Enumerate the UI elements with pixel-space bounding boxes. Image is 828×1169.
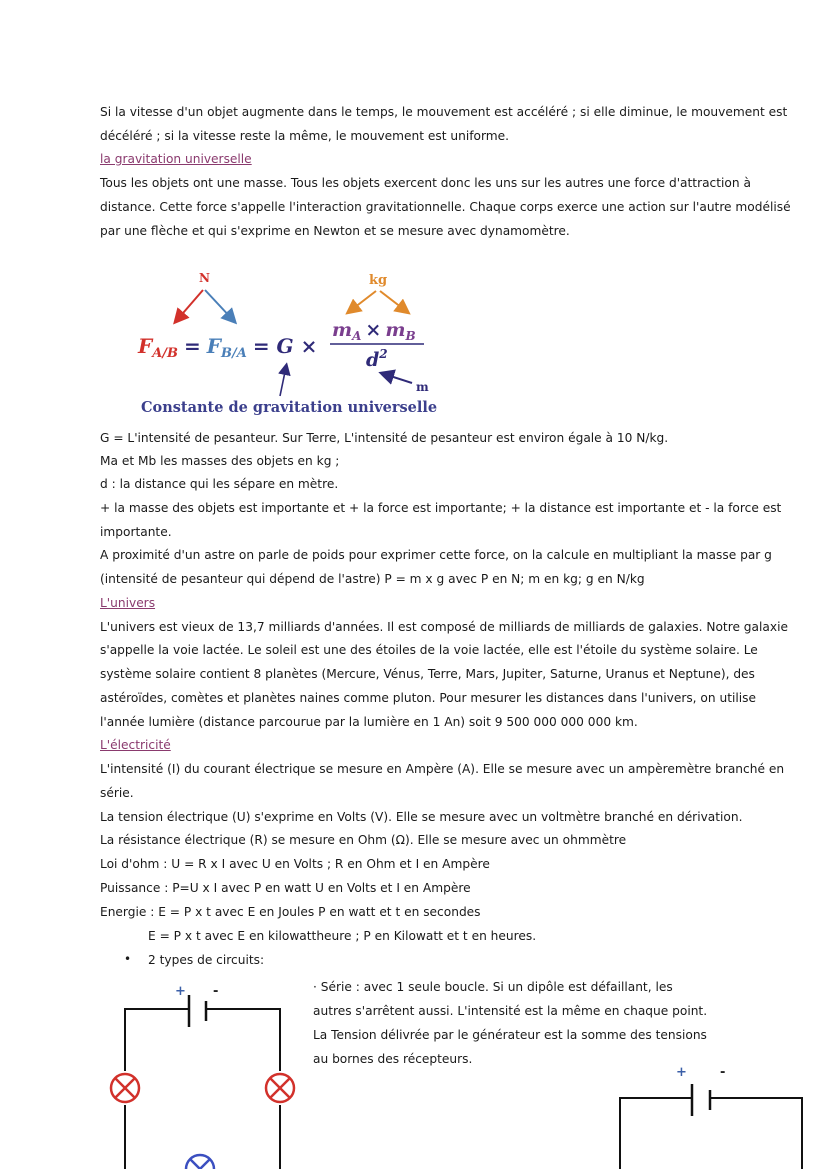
text-line: (intensité de pesanteur qui dépend de l'astre) P = m x g avec P en N; m en kg; g en N/kg [100,572,645,586]
section-heading-electricite: L'électricité [100,738,171,752]
text-line: E = P x t avec E en kilowattheure ; P en Kilowatt et t en heures. [148,929,537,943]
text-line: système solaire contient 8 planètes (Mercure, Vénus, Terre, Mars, Jupiter, Saturne, Uranus et Neptune), des [100,667,755,681]
series-circuit-diagram [100,975,310,1169]
text-line: G = L'intensité de pesanteur. Sur Terre, L'intensité de pesanteur est environ égale à 10 N/kg. [100,431,669,445]
arrow-to-distance [384,374,412,383]
text-line: importante. [100,525,172,539]
arrow-to-force-ba [205,290,233,320]
text-line: Tous les objets ont une masse. Tous les objets exercent donc les uns sur les autres une force d'attraction à [100,176,751,190]
newton-unit-label: N [199,271,210,285]
text-line: s'appelle la voie lactée. Le soleil est une des étoiles de la voie lactée, elle est l'étoile du système solaire. Le [100,643,758,657]
section-heading-univers: L'univers [100,596,156,610]
text-line: l'année lumière (distance parcourue par la lumière en 1 An) soit 9 500 000 000 000 km. [100,715,638,729]
formula-denominator: $d^2$ [366,347,388,371]
text-line: Energie : E = P x t avec E en Joules P en watt et t en secondes [100,905,481,919]
bullet: • [124,952,132,966]
text-line: Puissance : P=U x I avec P en watt U en Volts et I en Ampère [100,881,471,895]
text-line: La tension électrique (U) s'exprime en Volts (V). Elle se mesure avec un voltmètre branché en dérivation. [100,810,743,824]
text-line: astéroïdes, comètes et planètes naines comme pluton. Pour mesurer les distances dans l'univers, on utilise [100,691,756,705]
text-line: L'univers est vieux de 13,7 milliards d'années. Il est composé de milliards de milliards de galaxies. Notre galaxie [100,620,788,634]
parallel-circuit-diagram [610,1060,820,1169]
text-line: Loi d'ohm : U = R x I avec U en Volts ; R en Ohm et I en Ampère [100,857,490,871]
arrow-to-mass-a [350,291,376,311]
lamp-icon [186,1155,214,1169]
minus-terminal-label: - [720,1065,726,1080]
text-line: série. [100,786,134,800]
text-line: La résistance électrique (R) se mesure en Ohm (Ω). Elle se mesure avec un ohmmètre [100,833,627,847]
plus-terminal-label: + [175,984,186,999]
text-line: A proximité d'un astre on parle de poids pour exprimer cette force, on la calcule en multipliant la masse par g [100,548,772,562]
lamp-icon [111,1074,139,1102]
gravitation-formula [0,0,828,430]
text-line: par une flèche et qui s'exprime en Newton et se mesure avec dynamomètre. [100,224,570,238]
formula-numerator: $m_A \times m_B$ [332,319,416,343]
constant-label: Constante de gravitation universelle [141,399,438,416]
formula-expression: $F_{A/B} = F_{B/A} = G$ × [138,334,318,361]
minus-terminal-label: - [213,984,219,999]
lamp-icon [266,1074,294,1102]
text-line: L'intensité (I) du courant électrique se mesure en Ampère (A). Elle se mesure avec un ampèremètre branché en [100,762,785,776]
section-heading-gravitation: la gravitation universelle [100,152,252,166]
text-line: décéléré ; si la vitesse reste la même, le mouvement est uniforme. [100,129,510,143]
text-line: + la masse des objets est importante et + la force est importante; + la distance est importante et - la force est [100,501,782,515]
plus-terminal-label: + [676,1065,687,1080]
kg-unit-label: kg [369,273,388,288]
circuit-types-label: 2 types de circuits: [148,953,265,967]
meter-unit-label: m [416,380,429,394]
text-line: Si la vitesse d'un objet augmente dans le temps, le mouvement est accéléré ; si elle diminue, le mouvement est [100,105,788,119]
text-line: Ma et Mb les masses des objets en kg ; [100,454,340,468]
text-line: d : la distance qui les sépare en mètre. [100,477,339,491]
arrow-to-force-ab [177,290,203,320]
arrow-to-constant-g [280,367,286,396]
arrow-to-mass-b [380,291,406,311]
serie-description: · Série : avec 1 seule boucle. Si un dipôle est défaillant, les autres s'arrêtent aussi. L'intensité est la même en chaque point. La Tension délivrée par le générateur est la somme des tensions au bornes des récepteurs. [313,980,708,1066]
text-line: distance. Cette force s'appelle l'interaction gravitationnelle. Chaque corps exerce une action sur l'autre modélisé [100,200,791,214]
